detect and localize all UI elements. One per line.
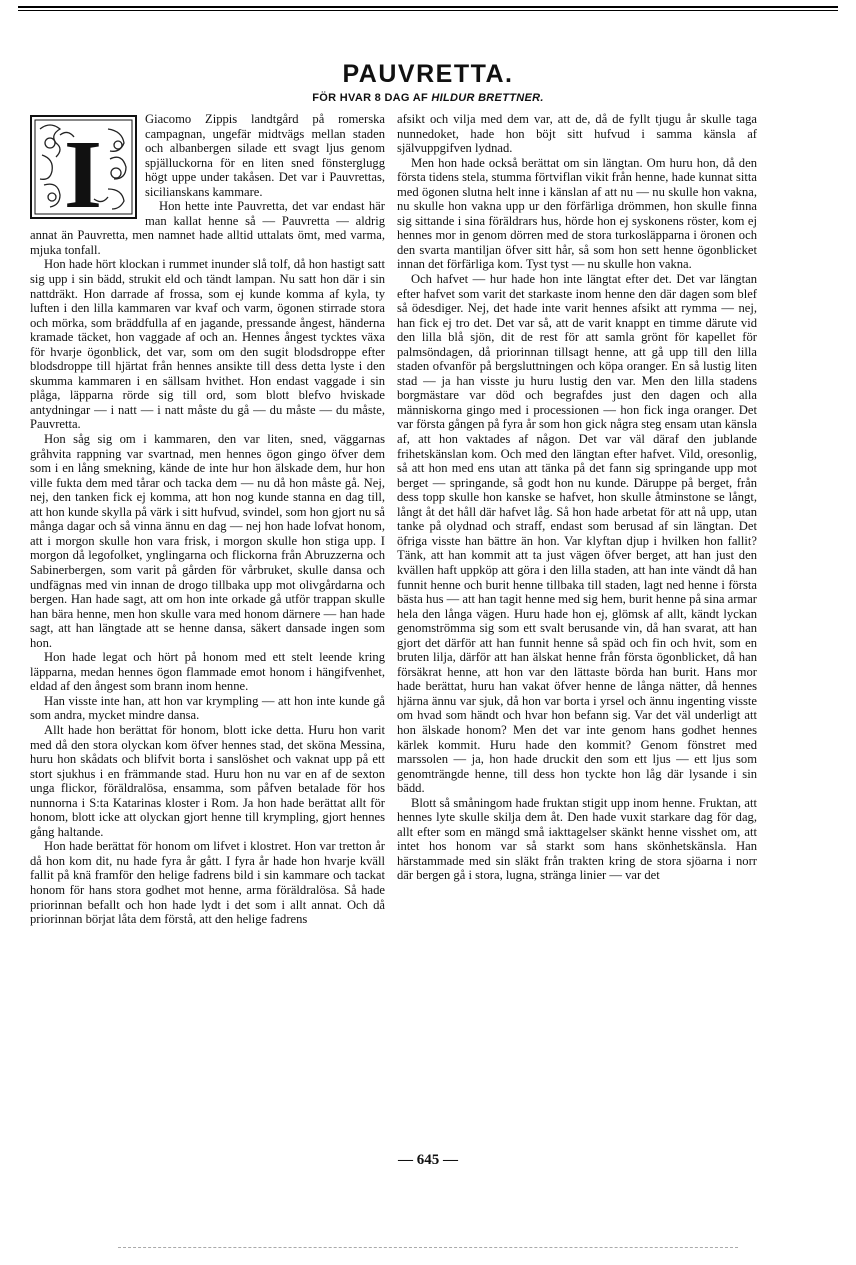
- page-number: — 645 —: [398, 1152, 458, 1168]
- right-paragraph: afsikt och vilja med dem var, att de, då de fyllt tjugu år skulle taga nunnedoket, hade hon böjt sitt hufvud i samma känsla af självuppgifven lydnad.: [397, 112, 757, 156]
- drop-cap-letter: I: [63, 121, 103, 219]
- top-rule-thin: [18, 10, 838, 11]
- left-paragraph: Hon hade berättat för honom om lifvet i klostret. Hon var tretton år då hon kom dit, nu hade fyra år gått. I fyra år hade hon hvarje kväll fallit på knä framför den helige fadrens bild i sin kammare och tackat honom för hans stora godhet mot henne, arma föräldralösa. Så hade priorinnan befallt och hon hade lydt i det som i allt annat. Och då priorinnan börjat låta dem förstå, att den helige fadrens: [30, 839, 385, 927]
- author-name: HILDUR BRETTNER.: [431, 92, 544, 104]
- right-paragraph: Och hafvet — hur hade hon inte längtat efter det. Det var längtan efter hafvet som varit det starkaste inom henne den där dagen som blef så ödesdiger. Nej, det hade inte varit hennes afsikt att rymma — nej, han fick ej tro det. Det var så, att de varit knappt en timme därute vid den lilla blå sjön, dit de rest för att samla grönt för kapellet för palmsöndagen, då priorinnan tillsagt henne, att gå upp till den lilla staden ofvanför på bergsluttningen och köpa oranger. En så lustig liten stad — ja han visste ju huru lustig den var. Men den lilla stadens borgmästare var död och begrafdes just den dagen och alla människorna gingo med i processionen — hon fick inga oranger. Det var första gången på fyra år som hon gick några steg ensam utan känsla af, att hon vaktades af någon. Det var väl däraf den jublande frihetskänslan kom. Och med den längtan efter hafvet. Vild, oresonlig, så att hon med ens utan att tänka på det fann sig springande upp mot berget — springande, så godt hon nu kunde. Däruppe på berget, från dess topp skulle hon kanske se hafvet, hon skulle åtminstone se långt, långt åt det håll där hafvet låg. Så hon hade arbetat för att nå upp, utan tanke på olydnad och straff, endast som berusad af sin längtan. Det öfriga visste han bättre än hon. Var klyftan djup i hvilken hon fallit? Tänk, att han kommit att ta just vägen öfver berget, att han just den kvällen haft uppköp att göra i den lilla staden, att han inte vändt då han funnit henne och burit henne tillbaka till staden, lagt ned henne i första bästa hus — att han tagit henne med sig hem, burit henne på sina armar hela den långa vägen. Huru hade hon ej, glömsk af allt, kändt lyckan genomströmma sig som ett svalt berusande vin, då han svarat, att han gjort det därför att han funnit henne så späd och fin och hvit, som en bruten lilja, därför att han älskat henne från första ögonblicket, då han försäkrat henne, att hon var den lättaste börda han burit. Hans mor hade berättat, huru han vakat öfver henne de långa nätter, då hennes hjärna ännu var sjuk, då hon var borta i yrsel och ännu ingenting visste om hvad som händt och hvar hon befann sig. Var det väl underligt att hon älskade honom? Men det var inte genom hans godhet hennes kärlek kommit. Huru hade den kommit? Genom fönstret med marssolen — ja, hon hade druckit den som ett ljus — ett ljus som genomträngde henne, till dess hon tyckte hon låg där lysande i sin bädd.: [397, 272, 757, 796]
- subtitle-prefix: FÖR HVAR 8 DAG AF: [312, 92, 428, 104]
- left-paragraph: Giacomo Zippis landtgård på romerska campagnan, ungefär midtvägs mellan staden och albanbergen silade ett svagt ljus genom spjälluckorna för en liten sned fönsterglugg högt uppe under takåsen. Det var i Pauvrettas, sicilianskans kammare.: [145, 112, 385, 199]
- top-rule: [18, 6, 838, 8]
- article-title: PAUVRETTA.: [342, 60, 514, 88]
- scan-artifact-line: [118, 1247, 738, 1248]
- left-paragraph: Allt hade hon berättat för honom, blott icke detta. Huru hon varit med då den stora olyckan kom öfver hennes stad, det sköna Messina, huru hon skådats och blifvit borta i sanslöshet och vaknat upp på ett stort sjukhus i en främmande stad. Huru hon nu var en af de sexton unga flickor, föräldralösa, ensamma, som påfven betalade för hos nunnorna i S:ta Katarinas kloster i Rom. Ja hon hade berättat allt för honom, blott icke att olyckan gjort henne till krympling, gjort hennes gång haltande.: [30, 722, 385, 839]
- left-column: [30, 112, 385, 927]
- right-paragraph: Men hon hade också berättat om sin längtan. Om huru hon, då den första tidens stela, stumma förtviflan vikit från henne, hade kunnat sitta med ögonen slutna helt inne i känslan af att nu — nu skulle hon vakna, nu skulle hon vakna upp ur den förfärliga drömmen, hon skulle finna sig sittande i sina föräldrars hus, hörde hon ej syskonens röster, kom ej hennes mor in genom dörren med de stora turkosläpparna i öronen och den svarta mantiljan öfver sitt hår, så som hon sett henne ögonblicket innan det förfärliga kom. Tyst tyst — nu skulle hon vakna.: [397, 155, 757, 272]
- right-column: [397, 112, 757, 883]
- left-paragraph: Han visste inte han, att hon var krympling — att hon inte kunde gå som andra, mycket mindre dansa.: [30, 693, 385, 723]
- left-paragraph: Hon hade legat och hört på honom med ett stelt leende kring läpparna, medan hennes ögon flammade emot honom i hängifvenhet, eldad af den ångest som brann inom henne.: [30, 650, 385, 694]
- drop-cap-ornament: [30, 115, 137, 219]
- left-paragraph: Hon såg sig om i kammaren, den var liten, sned, väggarnas gråhvita rappning var svartnad, men hennes ögon gingo öfver dem som i en lång smekning, kände de inte hur hon älskade dem, hur hon ville fukta dem med tårar och tacka dem — nu då hon måste gå. Nej, nej, den tanken fick ej komma, att hon nog kunde stanna en dag till, att hon kunde skylla på värk i sitt hufvud, svindel, som hon gjort nu så många dagar och så vinna ännu en dag — nej hon hade lofvat honom, att i morgon skulle hon vara frisk, i morgon skulle hon stiga upp. I morgon då legofolket, ynglingarna och flickorna från Abruzzerna och Sabinerbergen, som varit på gården för vårbruket, skulle dansa och undfägnas med vin innan de drogo tillbaka upp mot olivgårdarna och bergen. Han hade sagt, att om hon inte orkade gå utför trappan skulle han bära henne, men hon skulle vara med honom därnere — han hade sagt, att han längtade att se henne dansa, säkert dansade ingen som hon.: [30, 432, 385, 650]
- left-paragraph: Hon hette inte Pauvretta, det var endast här man kallat henne så — Pauvretta — aldrig annat än Pauvretta, men namnet hade alltid uttalats ömt, med varma, mjuka tonfall.: [30, 199, 385, 257]
- article-subtitle: [0, 92, 856, 104]
- left-paragraph: Hon hade hört klockan i rummet inunder slå tolf, då hon hastigt satt sig upp i sin bädd, strukit eld och tändt lampan. Nu satt hon där i sin nattdräkt. Hon darrade af frossa, som ej kunde komma af kyla, ty luften i den lilla kammaren var kvaf och varm, ögonen stirrade stora och mörka, som bräddfulla af en jagande, pressande ångest, händerna kramade täcket, hon vaggade af och an. Hennes ångest tycktes växa för hvarje ögonblick, det var, som om den sugit blodsdroppe efter blodsdroppe till hjärtat från hennes ansikte till dess detta lyste i den skumma kammaren i en sällsam hvithet. Hon endast vaggade i sin plåga, läpparna rörde sig till ord, som blott blefvo hviskade antydningar — i natt — i natt måste du gå — du måste — du måste, Pauvretta.: [30, 257, 386, 432]
- right-paragraph: Blott så småningom hade fruktan stigit upp inom henne. Fruktan, att hennes lyte skulle skilja dem åt. Den hade vuxit starkare dag för dag, allt efter som en mängd små iakttagelser skänkt henne visshet om, att intet hos honom var så starkt som hans skönhetskänsla. Han härstammade med sin släkt från trakten kring de stora sjöarna i norr där bergen gå i stora, lugna, stränga linier — var det: [397, 795, 757, 883]
